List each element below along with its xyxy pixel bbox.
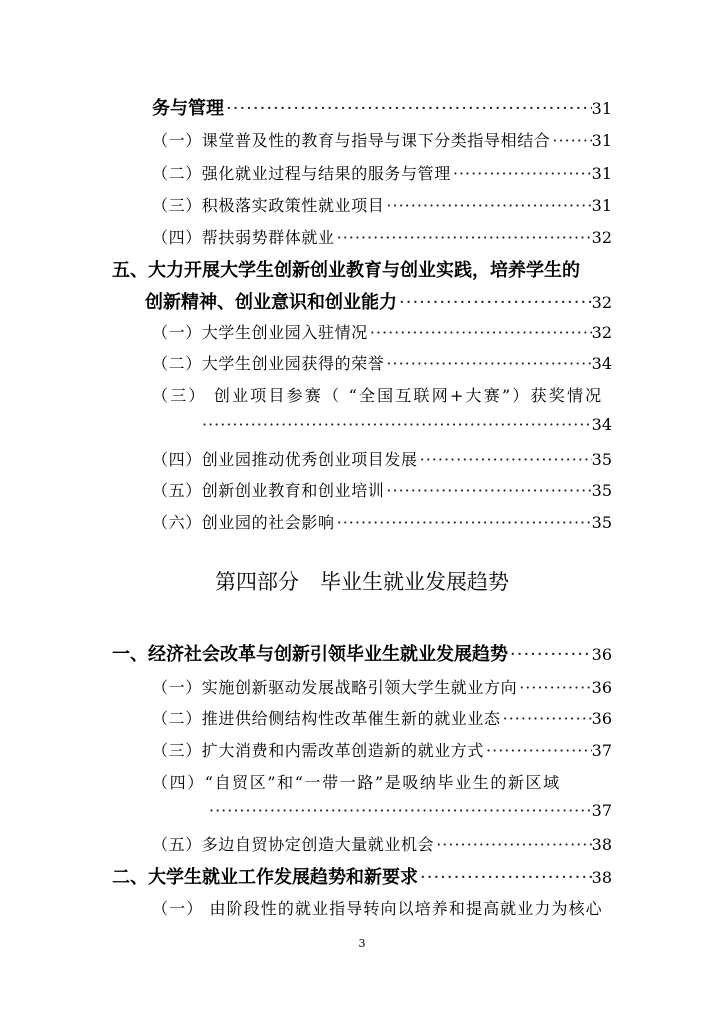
toc-entry-title: 创新精神、创业意识和创业能力	[145, 292, 397, 313]
toc-entry-title: （三） 创业项目参赛（ “全国互联网+大赛”）获奖情况	[152, 386, 604, 405]
toc-entry-title: （四）帮扶弱势群体就业	[152, 228, 335, 247]
toc-subentry	[152, 738, 612, 761]
toc-entry-title: （一）课堂普及性的教育与指导与课下分类指导相结合	[152, 131, 551, 150]
toc-subentry	[152, 832, 612, 855]
toc-page-number: 38	[591, 868, 612, 887]
toc-entry-title: （一） 由阶段性的就业指导转向以培养和提高就业力为核心	[152, 899, 603, 918]
toc-leader-dots	[384, 481, 591, 500]
toc-subentry	[152, 161, 612, 184]
toc-subentry	[152, 510, 612, 533]
toc-leader-dots	[517, 678, 591, 697]
toc-leader-dots	[200, 415, 592, 434]
toc-leader-dots	[384, 196, 591, 215]
toc-leader-dots	[484, 741, 592, 760]
page-number-footer: 3	[358, 937, 366, 950]
toc-subentry	[152, 128, 612, 151]
toc-entry-title: （二）推进供给侧结构性改革催生新的就业业态	[152, 709, 501, 728]
toc-page-number: 36	[591, 678, 612, 697]
toc-entry-title: （一）大学生创业园入驻情况	[152, 323, 368, 342]
toc-leader-dots	[335, 228, 592, 247]
toc-entry-continuation	[152, 94, 612, 120]
toc-subentry	[152, 225, 612, 248]
toc-leader-dots	[508, 644, 592, 665]
toc-subentry	[152, 706, 612, 729]
toc-entry-title: （二）强化就业过程与结果的服务与管理	[152, 164, 451, 183]
toc-entry-title: （三）积极落实政策性就业项目	[152, 196, 385, 215]
toc-page-number: 35	[591, 450, 612, 469]
toc-entry-title: （五）创新创业教育和创业培训	[152, 481, 385, 500]
toc-subentry	[152, 478, 612, 501]
toc-page-number: 31	[591, 99, 612, 118]
toc-page-number: 32	[591, 323, 612, 342]
toc-subentry	[152, 193, 612, 216]
toc-entry-title: 五、大力开展大学生创新创业教育与创业实践，培养学生的	[112, 260, 580, 281]
toc-chapter-entry	[112, 640, 612, 666]
toc-subentry	[152, 770, 612, 793]
toc-leader-dots	[397, 292, 592, 313]
toc-subentry	[152, 896, 612, 919]
toc-chapter-entry	[112, 863, 612, 889]
toc-page-number: 35	[591, 513, 612, 532]
toc-entry-title: 务与管理	[152, 98, 224, 119]
toc-subentry	[152, 383, 612, 406]
toc-leader-dots	[418, 450, 592, 469]
toc-page-number: 32	[591, 228, 612, 247]
toc-page-number: 38	[591, 835, 612, 854]
toc-entry-title: （五）多边自贸协定创造大量就业机会	[152, 835, 435, 854]
toc-entry-title: （四）创业园推动优秀创业项目发展	[152, 450, 418, 469]
toc-leader-dots	[418, 867, 592, 888]
toc-entry-title: （一）实施创新驱动发展战略引领大学生就业方向	[152, 678, 518, 697]
toc-leader-dots	[550, 131, 591, 150]
toc-subentry-continuation	[200, 415, 612, 434]
toc-entry-title: 二、大学生就业工作发展趋势和新要求	[112, 867, 418, 888]
toc-subentry	[152, 351, 612, 374]
toc-entry-title: （二）大学生创业园获得的荣誉	[152, 354, 385, 373]
toc-page-number: 35	[591, 481, 612, 500]
toc-leader-dots	[451, 164, 592, 183]
toc-page-number: 32	[591, 293, 612, 312]
toc-page-number: 37	[591, 801, 612, 820]
toc-subentry	[152, 320, 612, 343]
toc-leader-dots	[434, 835, 591, 854]
toc-chapter-entry	[112, 256, 612, 282]
toc-leader-dots	[501, 709, 592, 728]
toc-page-number: 34	[591, 354, 612, 373]
toc-leader-dots	[368, 323, 592, 342]
toc-subentry	[152, 447, 612, 470]
toc-page-number: 36	[591, 645, 612, 664]
toc-subentry	[152, 675, 612, 698]
toc-leader-dots	[335, 513, 592, 532]
toc-entry-title: （四）“自贸区”和“一带一路”是吸纳毕业生的新区域	[152, 773, 561, 792]
toc-leader-dots	[384, 354, 591, 373]
toc-leader-dots	[224, 98, 592, 119]
toc-page-number: 31	[591, 131, 612, 150]
toc-page-number: 36	[591, 709, 612, 728]
toc-page-number: 31	[591, 164, 612, 183]
toc-entry-title: （六）创业园的社会影响	[152, 513, 335, 532]
toc-chapter-entry-continuation	[145, 288, 612, 314]
toc-leader-dots	[207, 801, 592, 820]
toc-subentry-continuation	[207, 801, 612, 820]
toc-page-number: 37	[591, 741, 612, 760]
toc-page-number: 31	[591, 196, 612, 215]
toc-entry-title: 一、经济社会改革与创新引领毕业生就业发展趋势	[112, 644, 508, 665]
section-heading: 第四部分 毕业生就业发展趋势	[215, 570, 509, 594]
toc-page-number: 34	[591, 415, 612, 434]
toc-entry-title: （三）扩大消费和内需改革创造新的就业方式	[152, 741, 485, 760]
